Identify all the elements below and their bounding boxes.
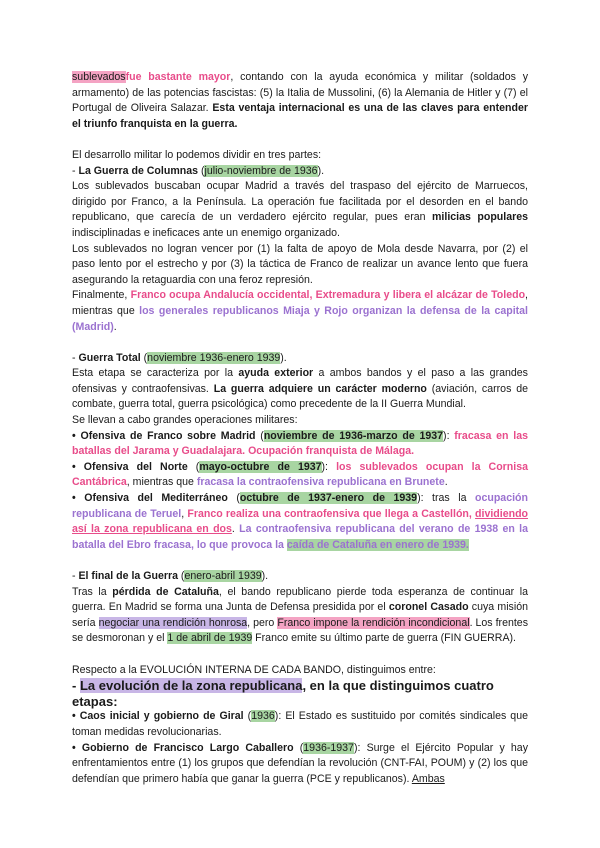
bullet-largo-caballero: • Gobierno de Francisco Largo Caballero (1936-1937): Surge el Ejército Popular y hay enfrentamientos entre (1) los grupos que defendían la revolución (CNT-FAI, POUM) y (2) los que defendían que primero había que ganar la guerra (PCE y republicanos). Ambas	[72, 741, 528, 785]
date-highlight: julio-noviembre de 1936	[204, 164, 318, 177]
section-heading-columnas: - La Guerra de Columnas (julio-noviembre de 1936).	[72, 164, 325, 177]
evolucion-intro: Respecto a la EVOLUCIÓN INTERNA DE CADA BANDO, distinguimos entre:	[72, 663, 436, 676]
pink-text-fue-mayor: fue bastante mayor	[125, 71, 231, 83]
bullet-ofensiva-norte: • Ofensiva del Norte (mayo-octubre de 1937): los sublevados ocupan la Cornisa Cantábrica, mientras que fracasa la contraofensiva republicana en Brunete.	[72, 460, 529, 489]
bullet-caos-giral: • Caos inicial y gobierno de Giral (1936): El Estado es sustituido por comités sindicales que toman medidas revolucionarias.	[72, 710, 528, 738]
evolucion-heading: - La evolución de la zona republicana, en la que distinguimos cuatro etapas:	[72, 678, 494, 709]
intro-paragraph: sublevadosfue bastante mayor, contando con la ayuda económica y militar (soldados y armamento) de las potencias fascistas: (5) la Italia de Mussolini, (6) la Alemania de Hitler y (7) el Portugal de Oliveira Salazar. Esta ventaja internacional es una de las claves para entender el triunfo franquista en la guerra.	[72, 71, 528, 130]
total-paragraph-2: Se llevan a cabo grandes operaciones militares:	[72, 414, 298, 427]
section-heading-total: - Guerra Total (noviembre 1936-enero 1939).	[72, 351, 287, 364]
highlight-sublevados: sublevados	[72, 71, 126, 83]
columnas-paragraph-2: Los sublevados no logran vencer por (1) la falta de apoyo de Mola desde Navarra, por (2) el paso lento por el estrecho y por (3) la táctica de Franco de realizar un avance lento que fuera asegurando la retaguardia con una feroz represión.	[72, 242, 528, 286]
columnas-paragraph-1: Los sublevados buscaban ocupar Madrid a través del traspaso del ejército de Marruecos, dirigido por Franco, a la Península. La operación fue facilitada por el desorden en el bando republicano, que carecía de un verdadero ejército regular, pues eran milicias populares indisciplinadas e ineficaces ante un enemigo organizado.	[72, 180, 529, 239]
columnas-paragraph-3: Finalmente, Franco ocupa Andalucía occidental, Extremadura y libera el alcázar de Toledo, mientras que los generales republicanos Miaja y Rojo organizan la defensa de la capital (Madrid).	[72, 289, 529, 333]
bold-ventaja-internacional: Esta ventaja internacional es una de las claves para entender el triunfo franquista en la guerra.	[72, 102, 528, 130]
bullet-ofensiva-mediterraneo: • Ofensiva del Mediterráneo (octubre de 1937-enero de 1939): tras la ocupación republicana de Teruel, Franco realiza una contraofensiva que llega a Castellón, dividiendo así la zona republicana en dos. La contraofensiva republicana del verano de 1938 en la batalla del Ebro fracasa, lo que provoca la caída de Cataluña en enero de 1939.	[72, 492, 529, 551]
section-heading-final: - El final de la Guerra (enero-abril 1939).	[72, 570, 269, 582]
date-highlight: noviembre 1936-enero 1939	[147, 351, 281, 364]
date-highlight: enero-abril 1939	[184, 570, 262, 582]
total-paragraph-1: Esta etapa se caracteriza por la ayuda exterior a ambos bandos y el paso a las grandes ofensivas y contraofensivas. La guerra adquiere un carácter moderno (aviación, carros de combate, guerra total, guerra psicológica) como precedente de la II Guerra Mundial.	[72, 367, 528, 411]
final-paragraph: Tras la pérdida de Cataluña, el bando republicano pierde toda esperanza de continuar la guerra. En Madrid se forma una Junta de Defensa presidida por el coronel Casado cuya misión sería negociar una rendición honrosa, pero Franco impone la rendición incondicional. Los frentes se desmoronan y el 1 de abril de 1939 Franco emite su último parte de guerra (FIN GUERRA).	[72, 585, 528, 645]
document-body	[72, 70, 528, 787]
bullet-ofensiva-madrid: • Ofensiva de Franco sobre Madrid (noviembre de 1936-marzo de 1937): fracasa en las batallas del Jarama y Guadalajara. Ocupación franquista de Málaga.	[72, 429, 529, 458]
desarrollo-intro: El desarrollo militar lo podemos dividir en tres partes:	[72, 148, 322, 161]
